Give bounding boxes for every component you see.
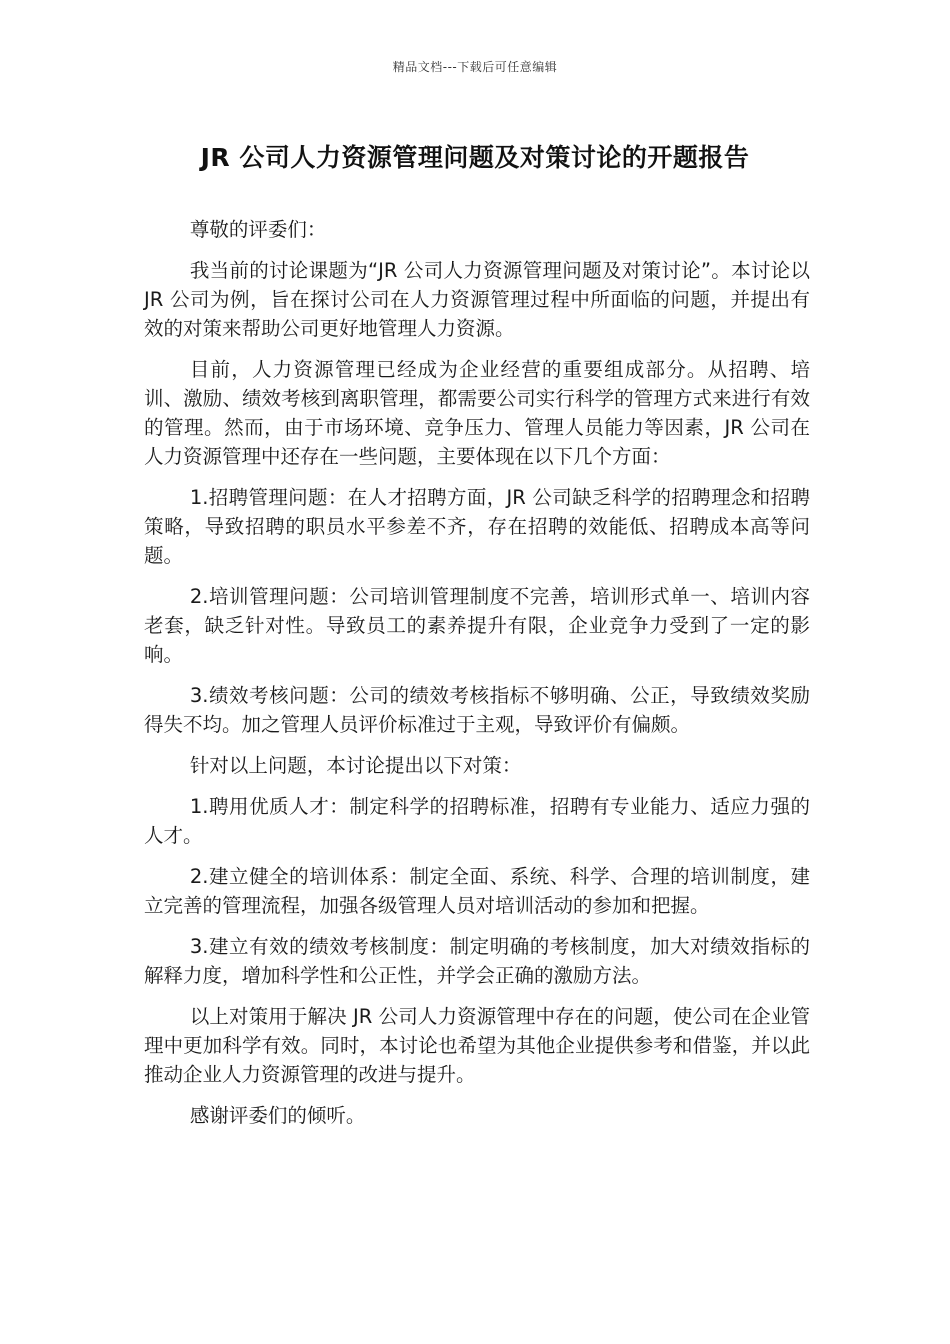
paragraph-measures-intro: 针对以上问题，本讨论提出以下对策： bbox=[189, 754, 522, 777]
page-title: JR 公司人力资源管理问题及对策讨论的开题报告 bbox=[200, 143, 750, 172]
paragraph-measure-hiring: 1.聘用优质人才：制定科学的招聘标准，招聘有专业能力、适应力强的人才。 bbox=[144, 795, 810, 847]
paragraph-problem-recruitment: 1.招聘管理问题：在人才招聘方面，JR 公司缺乏科学的招聘理念和招聘策略，导致招聘的职员水平参差不齐，存在招聘的效能低、招聘成本高等问题。 bbox=[144, 486, 810, 567]
paragraph-thanks: 感谢评委们的倾听。 bbox=[189, 1104, 366, 1127]
document-body bbox=[144, 215, 810, 1142]
paragraph-problem-training: 2.培训管理问题：公司培训管理制度不完善，培训形式单一、培训内容老套，缺乏针对性。导致员工的素养提升有限，企业竞争力受到了一定的影响。 bbox=[144, 585, 810, 666]
paragraph-background: 目前，人力资源管理已经成为企业经营的重要组成部分。从招聘、培训、激励、绩效考核到离职管理，都需要公司实行科学的管理方式来进行有效的管理。然而，由于市场环境、竞争压力、管理人员能力等因素，JR 公司在人力资源管理中还存在一些问题，主要体现在以下几个方面： bbox=[144, 358, 810, 468]
header-note: 精品文档---下载后可任意编辑 bbox=[392, 60, 558, 74]
paragraph-measure-training: 2.建立健全的培训体系：制定全面、系统、科学、合理的培训制度，建立完善的管理流程，加强各级管理人员对培训活动的参加和把握。 bbox=[144, 865, 810, 917]
paragraph-problem-performance: 3.绩效考核问题：公司的绩效考核指标不够明确、公正，导致绩效奖励得失不均。加之管理人员评价标准过于主观，导致评价有偏颇。 bbox=[144, 684, 810, 736]
paragraph-measure-performance: 3.建立有效的绩效考核制度：制定明确的考核制度，加大对绩效指标的解释力度，增加科学性和公正性，并学会正确的激励方法。 bbox=[144, 935, 810, 987]
paragraph-conclusion: 以上对策用于解决 JR 公司人力资源管理中存在的问题，使公司在企业管理中更加科学有效。同时，本讨论也希望为其他企业提供参考和借鉴，并以此推动企业人力资源管理的改进与提升。 bbox=[144, 1005, 810, 1086]
paragraph-topic-intro: 我当前的讨论课题为“JR 公司人力资源管理问题及对策讨论”。本讨论以 JR 公司为例，旨在探讨公司在人力资源管理过程中所面临的问题，并提出有效的对策来帮助公司更好地管理人力资源。 bbox=[144, 259, 810, 340]
paragraph-salutation: 尊敬的评委们： bbox=[189, 218, 327, 241]
